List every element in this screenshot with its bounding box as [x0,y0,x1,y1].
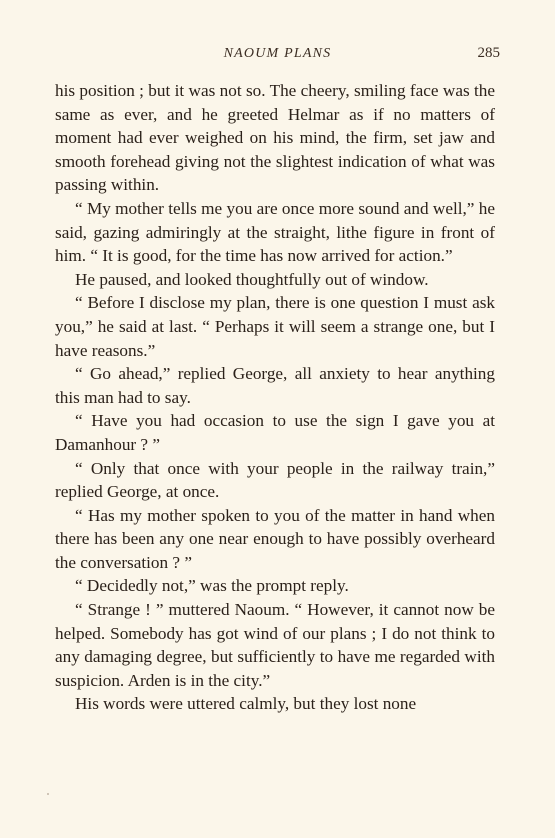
paragraph: He paused, and looked thoughtfully out of window. [75,269,429,289]
running-head [55,46,500,66]
paragraph: “ My mother tells me you are once more sound and well,” he said, gazing admiringly at the straight, lithe figure in front of him. “ It is good, for the time has now arrived for action.” [55,198,495,266]
paper-speck [47,793,49,795]
running-title: NAOUM PLANS [223,46,332,61]
paragraph: “ Have you had occasion to use the sign I gave you at Damanhour ? ” [55,411,495,454]
body-text [55,79,495,716]
paragraph: “ Has my mother spoken to you of the matter in hand when there has been any one near enough to have possibly overheard the conversation ? ” [55,505,495,572]
paragraph: “ Only that once with your people in the railway train,” replied George, at once. [55,458,495,502]
paragraph: “ Go ahead,” replied George, all anxiety to hear anything this man had to say. [55,364,495,407]
paragraph: “ Decidedly not,” was the prompt reply. [75,576,349,596]
page-number: 285 [477,45,500,61]
paragraph: “ Before I disclose my plan, there is one question I must ask you,” he said at last. “ Perhaps it will seem a strange one, but I have reasons.” [55,293,495,360]
paragraph: His words were uttered calmly, but they lost none [75,694,417,714]
paragraph: his position ; but it was not so. The cheery, smiling face was the same as ever, and he greeted Helmar as if no matters of moment had ever weighed on his mind, the firm, set jaw and smooth forehead giving not the slightest indication of what was passing within. [55,81,495,195]
paragraph: “ Strange ! ” muttered Naoum. “ However, it cannot now be helped. Somebody has got wind of our plans ; I do not think to any damaging degree, but sufficiently to have me regarded with suspicion. Arden is in the city.” [55,600,495,690]
